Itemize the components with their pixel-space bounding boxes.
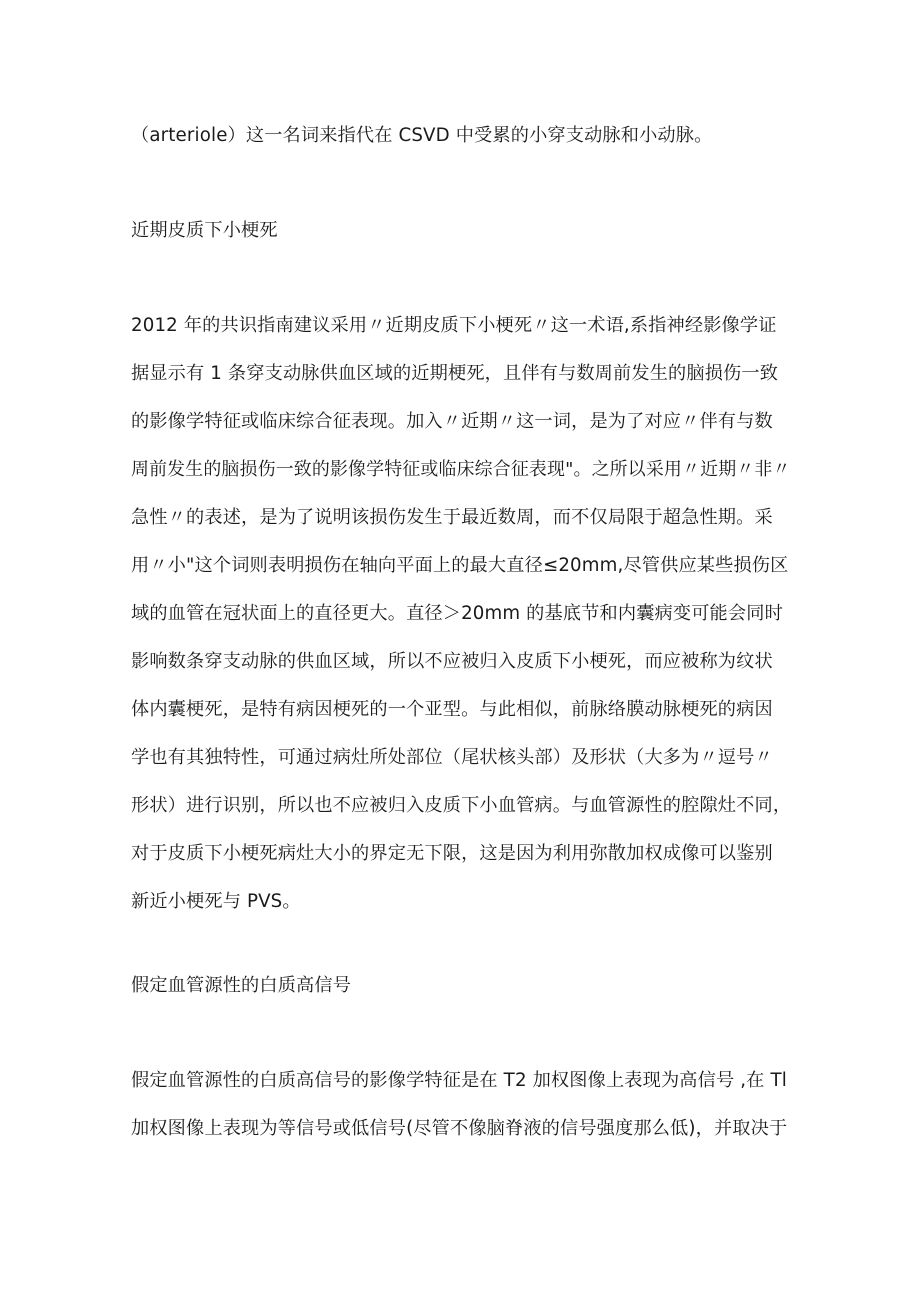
text-line: 急性〃的表述，是为了说明该损伤发生于最近数周，而不仅局限于超急性期。采	[131, 507, 773, 528]
intro-paragraph	[131, 112, 793, 160]
text-line: （arteriole）这一名词来指代在 CSVD 中受累的小穿支动脉和小动脉。	[131, 125, 713, 146]
text-line: 2012 年的共识指南建议采用〃近期皮质下小梗死〃这一术语,系指神经影像学证	[131, 315, 777, 336]
text-line: 形状）进行识别，所以也不应被归入皮质下小血管病。与血管源性的腔隙灶不同，	[131, 795, 792, 816]
section-heading-white-matter-hyperintensity	[131, 962, 793, 1010]
text-line: 的影像学特征或临床综合征表现。加入〃近期〃这一词，是为了对应〃伴有与数	[131, 411, 773, 432]
section-heading-recent-small-subcortical-infarct	[131, 207, 793, 255]
white-matter-hyperintensity-paragraph	[131, 1057, 793, 1153]
text-line: 对于皮质下小梗死病灶大小的界定无下限，这是因为利用弥散加权成像可以鉴别	[131, 843, 773, 864]
text-line: 学也有其独特性，可通过病灶所处部位（尾状核头部）及形状（大多为〃逗号〃	[131, 747, 773, 768]
text-line: 周前发生的脑损伤一致的影像学特征或临床综合征表现"。之所以采用〃近期〃非〃	[131, 459, 791, 480]
text-line: 假定血管源性的白质高信号的影像学特征是在 T2 加权图像上表现为高信号 ,在 Tl	[131, 1070, 787, 1091]
text-line: 域的血管在冠状面上的直径更大。直径＞20mm 的基底节和内囊病变可能会同时	[131, 603, 783, 624]
text-line: 用〃小"这个词则表明损伤在轴向平面上的最大直径≤20mm,尽管供应某些损伤区	[131, 555, 789, 576]
text-line: 加权图像上表现为等信号或低信号(尽管不像脑脊液的信号强度那么低)，并取决于	[131, 1118, 788, 1139]
section-heading-text: 近期皮质下小梗死	[131, 220, 278, 241]
section-heading-text: 假定血管源性的白质高信号	[131, 975, 352, 996]
text-line: 体内囊梗死，是特有病因梗死的一个亚型。与此相似，前脉络膜动脉梗死的病因	[131, 699, 773, 720]
text-line: 影响数条穿支动脉的供血区域，所以不应被归入皮质下小梗死，而应被称为纹状	[131, 651, 773, 672]
text-line: 据显示有 1 条穿支动脉供血区域的近期梗死，且伴有与数周前发生的脑损伤一致	[131, 363, 779, 384]
text-line: 新近小梗死与 PVS。	[131, 891, 301, 912]
recent-small-subcortical-infarct-paragraph	[131, 302, 793, 926]
